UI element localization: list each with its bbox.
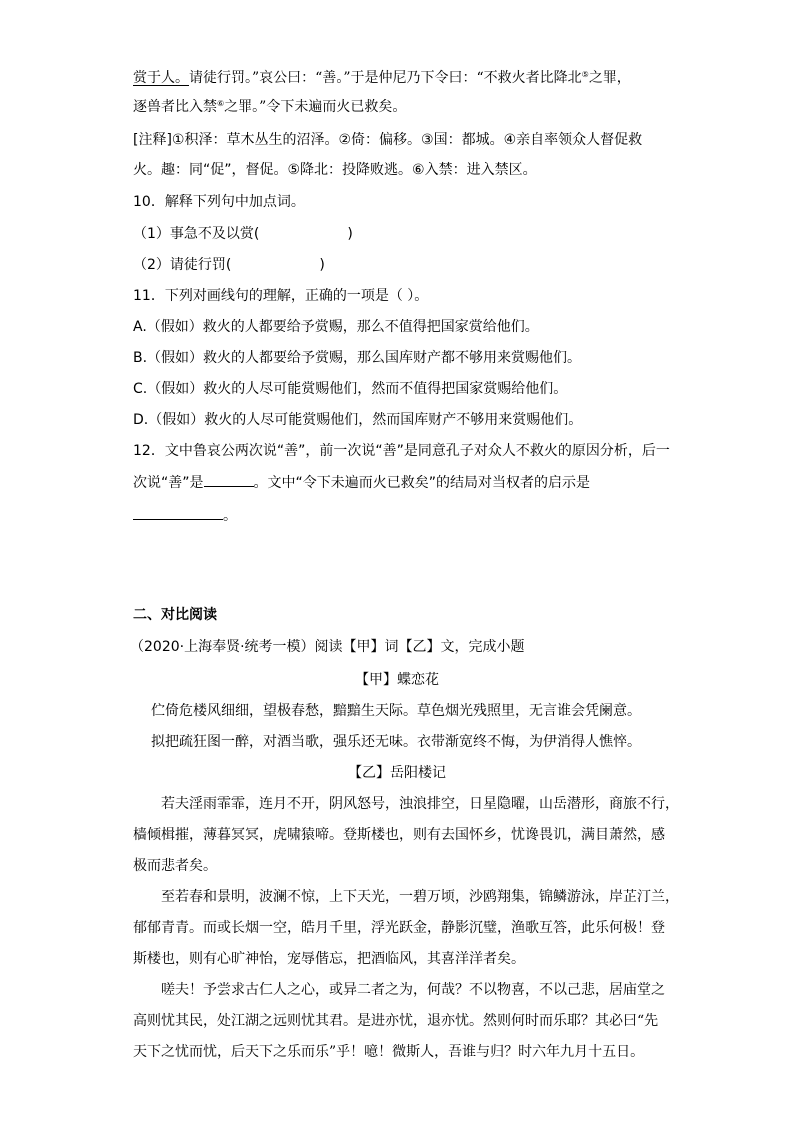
poem-line-1: 伫倚危楼风细细，望极春愁，黯黯生天际。草色烟光残照里，无言谁会凭阑意。: [151, 703, 641, 719]
notes-line-2: 火。趣：同“促”，督促。⑤降北：投降败逃。⑥入禁：进入禁区。: [133, 162, 537, 178]
essay-p2-line-1: 至若春和景明，波澜不惊，上下天光，一碧万顷，沙鸥翔集，锦鳞游泳，岸芷汀兰，: [161, 889, 679, 905]
question-11-option-b: B.（假如）救火的人都要给予赏赐，那么国库财产都不够用来赏赐他们。: [133, 350, 582, 366]
question-12-line-3: 。: [133, 505, 237, 526]
passage-line-2: 逐兽者比入禁⑥之罪。”令下未遍而火已救矣。: [133, 99, 407, 115]
question-11-stem: 11．下列对画线句的理解，正确的一项是（ ）。: [133, 288, 429, 304]
question-12-line-1: 12．文中鲁哀公两次说“善”，前一次说“善”是同意孔子对众人不救火的原因分析，后一: [133, 443, 670, 459]
essay-p3-line-2: 高则忧其民，处江湖之远则忧其君。是进亦忧，退亦忧。然则何时而乐耶？其必曰“先: [133, 1013, 659, 1029]
question-12-line-2: 次说“善”是 。文中“令下未遍而火已救矣”的结局对当权者的启示是: [133, 472, 590, 493]
footnote-mark-6: ⑥: [217, 99, 225, 108]
essay-p2-line-2: 郁郁青青。而或长烟一空，皓月千里，浮光跃金，静影沉璧，渔歌互答，此乐何极！登: [133, 920, 665, 936]
section-heading: 二、对比阅读: [133, 607, 217, 623]
notes-line-1: [注释]①积泽：草木丛生的沼泽。②倚：偏移。③国：都城。④亲自率领众人督促救: [133, 132, 643, 148]
passage-line-1: 赏于人。请徒行罚。”哀公曰：“善。”于是仲尼乃下令曰：“不救火者比降北⑤之罪，: [133, 70, 631, 86]
question-11-option-c: C.（假如）救火的人尽可能赏赐他们，然而不值得把国家赏赐给他们。: [133, 381, 568, 397]
question-11-option-a: A.（假如）救火的人都要给予赏赐，那么不值得把国家赏给他们。: [133, 319, 539, 335]
essay-p1-line-1: 若夫淫雨霏霏，连月不开，阴风怒号，浊浪排空，日星隐曜，山岳潜形，商旅不行，: [161, 796, 679, 812]
section-source: （2020·上海奉贤·统考一模）阅读【甲】词【乙】文，完成小题: [130, 639, 525, 655]
essay-p1-line-2: 樯倾楫摧，薄暮冥冥，虎啸猿啼。登斯楼也，则有去国怀乡，忧谗畏讥，满目萧然，感: [133, 827, 665, 843]
essay-p1-line-3: 极而悲者矣。: [133, 858, 217, 874]
essay-p2-line-3: 斯楼也，则有心旷神怡，宠辱偕忘，把酒临风，其喜洋洋者矣。: [133, 951, 525, 967]
question-10-item-2: （2）请徒行罚( ): [133, 257, 325, 273]
question-10-item-1: （1）事急不及以赏( ): [133, 226, 353, 242]
footnote-mark-5: ⑤: [581, 70, 589, 79]
poem-title: 【甲】蝶恋花: [355, 672, 439, 688]
underlined-sentence: 赏于人。: [133, 70, 189, 86]
essay-p3-line-1: 嗟夫！予尝求古仁人之心，或异二者之为，何哉？不以物喜，不以己悲，居庙堂之: [161, 982, 665, 998]
question-11-option-d: D.（假如）救火的人尽可能赏赐他们，然而国库财产不够用来赏赐他们。: [133, 412, 583, 428]
answer-blank[interactable]: [204, 472, 254, 487]
answer-blank[interactable]: [133, 505, 223, 520]
question-10-stem: 10．解释下列句中加点词。: [133, 194, 305, 210]
essay-title: 【乙】岳阳楼记: [348, 765, 446, 781]
essay-p3-line-3: 天下之忧而忧，后天下之乐而乐”乎！噫！微斯人，吾谁与归？时六年九月十五日。: [133, 1044, 645, 1060]
poem-line-2: 拟把疏狂图一醉，对酒当歌，强乐还无味。衣带渐宽终不悔，为伊消得人憔悴。: [151, 734, 641, 750]
